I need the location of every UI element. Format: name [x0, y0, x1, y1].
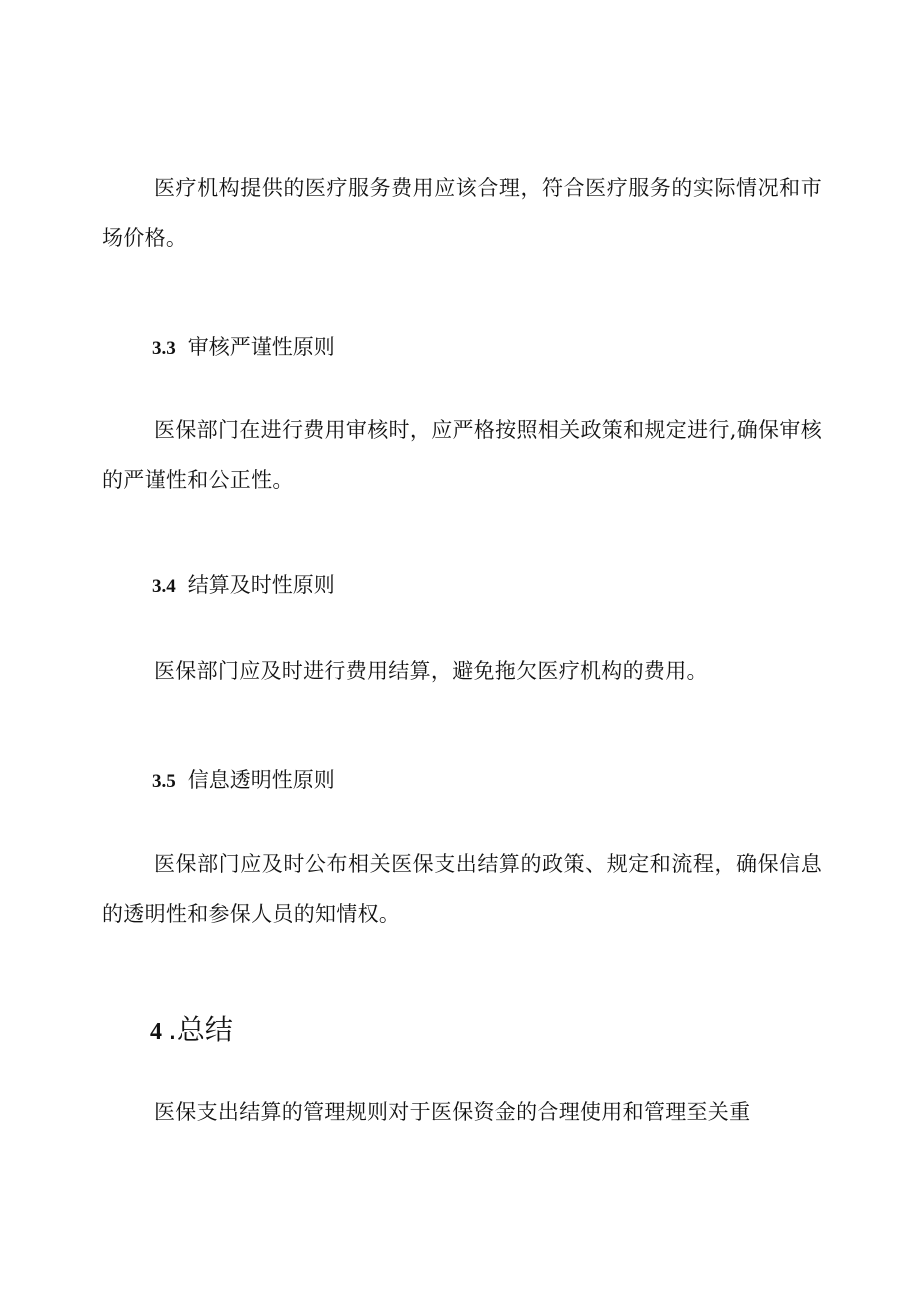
section-title: .总结 — [168, 1013, 233, 1046]
section-number: 3.5 — [152, 771, 176, 792]
section-heading-3-4 — [152, 570, 335, 602]
section-heading-3-3 — [152, 332, 335, 364]
section-title: 审核严谨性原则 — [187, 335, 335, 359]
section-heading-4-summary — [150, 1012, 233, 1050]
section-heading-3-5 — [152, 765, 335, 797]
paragraph-reasonable-fees: 医疗机构提供的医疗服务费用应该合理，符合医疗服务的实际情况和市场价格。 — [102, 176, 822, 250]
paragraph-timely-settlement: 医保部门应及时进行费用结算，避免拖欠医疗机构的费用。 — [154, 659, 708, 683]
section-number: 3.4 — [152, 576, 176, 597]
section-title: 信息透明性原则 — [187, 768, 335, 792]
paragraph-summary: 医保支出结算的管理规则对于医保资金的合理使用和管理至关重 — [154, 1100, 751, 1124]
paragraph-information-transparency: 医保部门应及时公布相关医保支出结算的政策、规定和流程，确保信息的透明性和参保人员的知情权。 — [102, 852, 822, 926]
section-number: 3.3 — [152, 338, 176, 359]
section-number: 4 — [150, 1019, 162, 1045]
paragraph-audit-rigor: 医保部门在进行费用审核时，应严格按照相关政策和规定进行,确保审核的严谨性和公正性。 — [102, 418, 822, 492]
section-title: 结算及时性原则 — [187, 573, 335, 597]
